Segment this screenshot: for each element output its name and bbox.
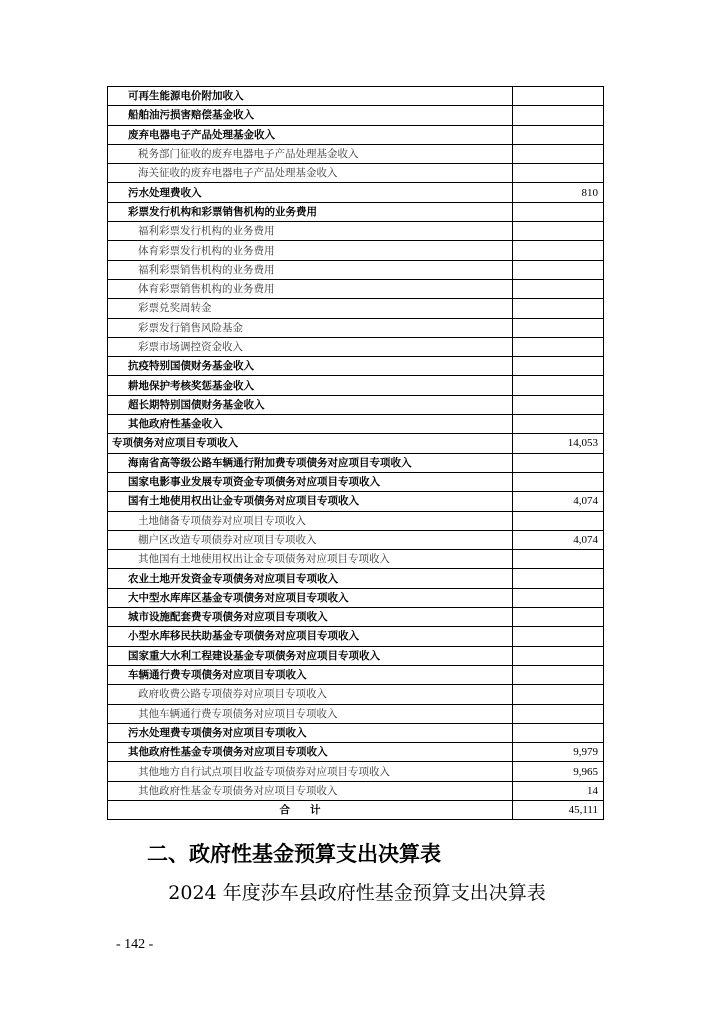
row-label: 大中型水库库区基金专项债务对应项目专项收入 bbox=[108, 588, 513, 607]
row-label: 农业土地开发资金专项债务对应项目专项收入 bbox=[108, 569, 513, 588]
row-value bbox=[513, 511, 604, 530]
row-label: 船舶油污损害赔偿基金收入 bbox=[108, 106, 513, 125]
table-title: 2024 年度莎车县政府性基金预算支出决算表 bbox=[168, 882, 546, 904]
table-row bbox=[108, 492, 604, 511]
row-label: 国家电影事业发展专项资金专项债务对应项目专项收入 bbox=[108, 472, 513, 491]
table-row bbox=[108, 685, 604, 704]
table-row bbox=[108, 415, 604, 434]
page-number: - 142 - bbox=[116, 937, 154, 952]
row-label: 福利彩票销售机构的业务费用 bbox=[108, 260, 513, 279]
row-label: 海南省高等级公路车辆通行附加费专项债务对应项目专项收入 bbox=[108, 453, 513, 472]
table-row bbox=[108, 164, 604, 183]
table-row bbox=[108, 453, 604, 472]
row-value bbox=[513, 241, 604, 260]
table-row bbox=[108, 222, 604, 241]
table-row bbox=[108, 395, 604, 414]
table-row bbox=[108, 627, 604, 646]
row-label: 城市设施配套费专项债务对应项目专项收入 bbox=[108, 608, 513, 627]
table-body bbox=[108, 87, 604, 820]
row-label: 污水处理费专项债务对应项目专项收入 bbox=[108, 723, 513, 742]
table-row bbox=[108, 608, 604, 627]
table-row bbox=[108, 704, 604, 723]
table-row bbox=[108, 376, 604, 395]
row-label: 彩票市场调控资金收入 bbox=[108, 337, 513, 356]
row-label: 彩票发行销售风险基金 bbox=[108, 318, 513, 337]
table-row bbox=[108, 569, 604, 588]
row-label: 政府收费公路专项债券对应项目专项收入 bbox=[108, 685, 513, 704]
row-value bbox=[513, 627, 604, 646]
table-row bbox=[108, 144, 604, 163]
row-label: 国有土地使用权出让金专项债务对应项目专项收入 bbox=[108, 492, 513, 511]
row-label: 棚户区改造专项债券对应项目专项收入 bbox=[108, 530, 513, 549]
table-row bbox=[108, 357, 604, 376]
table-row bbox=[108, 781, 604, 800]
row-value: 14 bbox=[513, 781, 604, 800]
row-value bbox=[513, 318, 604, 337]
row-value bbox=[513, 337, 604, 356]
row-label: 彩票发行机构和彩票销售机构的业务费用 bbox=[108, 202, 513, 221]
table-row bbox=[108, 241, 604, 260]
row-value bbox=[513, 376, 604, 395]
table-row bbox=[108, 125, 604, 144]
row-value bbox=[513, 723, 604, 742]
row-value bbox=[513, 569, 604, 588]
row-label: 彩票兑奖周转金 bbox=[108, 299, 513, 318]
row-value bbox=[513, 106, 604, 125]
row-label: 其他车辆通行费专项债务对应项目专项收入 bbox=[108, 704, 513, 723]
total-label: 合计 bbox=[108, 800, 513, 819]
row-value bbox=[513, 704, 604, 723]
table-row bbox=[108, 106, 604, 125]
table-row bbox=[108, 723, 604, 742]
row-value bbox=[513, 87, 604, 106]
row-label: 其他政府性基金专项债务对应项目专项收入 bbox=[108, 781, 513, 800]
row-label: 车辆通行费专项债务对应项目专项收入 bbox=[108, 665, 513, 684]
table-row bbox=[108, 299, 604, 318]
row-value bbox=[513, 144, 604, 163]
row-value bbox=[513, 665, 604, 684]
row-value bbox=[513, 646, 604, 665]
row-label: 海关征收的废弃电器电子产品处理基金收入 bbox=[108, 164, 513, 183]
table-row bbox=[108, 260, 604, 279]
row-label: 土地储备专项债券对应项目专项收入 bbox=[108, 511, 513, 530]
row-value: 4,074 bbox=[513, 530, 604, 549]
row-value bbox=[513, 550, 604, 569]
row-value bbox=[513, 685, 604, 704]
table-row bbox=[108, 530, 604, 549]
row-label: 税务部门征收的废弃电器电子产品处理基金收入 bbox=[108, 144, 513, 163]
row-value: 4,074 bbox=[513, 492, 604, 511]
row-label: 小型水库移民扶助基金专项债务对应项目专项收入 bbox=[108, 627, 513, 646]
table-row bbox=[108, 646, 604, 665]
row-label: 专项债务对应项目专项收入 bbox=[108, 434, 513, 453]
row-label: 其他地方自行试点项目收益专项债券对应项目专项收入 bbox=[108, 762, 513, 781]
table-row bbox=[108, 202, 604, 221]
fund-revenue-table bbox=[107, 86, 604, 820]
row-label: 国家重大水利工程建设基金专项债务对应项目专项收入 bbox=[108, 646, 513, 665]
table-row bbox=[108, 550, 604, 569]
row-value bbox=[513, 588, 604, 607]
row-value bbox=[513, 608, 604, 627]
table-row bbox=[108, 665, 604, 684]
row-label: 污水处理费收入 bbox=[108, 183, 513, 202]
row-value: 9,979 bbox=[513, 743, 604, 762]
row-label: 抗疫特别国债财务基金收入 bbox=[108, 357, 513, 376]
row-value bbox=[513, 299, 604, 318]
row-label: 废弃电器电子产品处理基金收入 bbox=[108, 125, 513, 144]
row-value: 810 bbox=[513, 183, 604, 202]
row-label: 其他政府性基金专项债务对应项目专项收入 bbox=[108, 743, 513, 762]
row-value bbox=[513, 453, 604, 472]
row-value bbox=[513, 202, 604, 221]
table-row bbox=[108, 743, 604, 762]
table-row bbox=[108, 434, 604, 453]
row-value bbox=[513, 125, 604, 144]
row-label: 可再生能源电价附加收入 bbox=[108, 87, 513, 106]
row-label: 体育彩票发行机构的业务费用 bbox=[108, 241, 513, 260]
row-value bbox=[513, 395, 604, 414]
total-row bbox=[108, 800, 604, 819]
table-row bbox=[108, 472, 604, 491]
table-row bbox=[108, 337, 604, 356]
row-label: 福利彩票发行机构的业务费用 bbox=[108, 222, 513, 241]
row-label: 其他政府性基金收入 bbox=[108, 415, 513, 434]
row-label: 耕地保护考核奖惩基金收入 bbox=[108, 376, 513, 395]
table-row bbox=[108, 183, 604, 202]
row-label: 体育彩票销售机构的业务费用 bbox=[108, 279, 513, 298]
row-value bbox=[513, 222, 604, 241]
total-value: 45,111 bbox=[513, 800, 604, 819]
table-row bbox=[108, 511, 604, 530]
table-row bbox=[108, 279, 604, 298]
row-label: 超长期特别国债财务基金收入 bbox=[108, 395, 513, 414]
table-row bbox=[108, 588, 604, 607]
row-label: 其他国有土地使用权出让金专项债务对应项目专项收入 bbox=[108, 550, 513, 569]
row-value bbox=[513, 415, 604, 434]
table-row bbox=[108, 762, 604, 781]
row-value bbox=[513, 472, 604, 491]
row-value: 14,053 bbox=[513, 434, 604, 453]
row-value bbox=[513, 260, 604, 279]
section-heading: 二、政府性基金预算支出决算表 bbox=[147, 842, 441, 866]
row-value: 9,965 bbox=[513, 762, 604, 781]
table-row bbox=[108, 87, 604, 106]
table-row bbox=[108, 318, 604, 337]
row-value bbox=[513, 357, 604, 376]
row-value bbox=[513, 279, 604, 298]
row-value bbox=[513, 164, 604, 183]
